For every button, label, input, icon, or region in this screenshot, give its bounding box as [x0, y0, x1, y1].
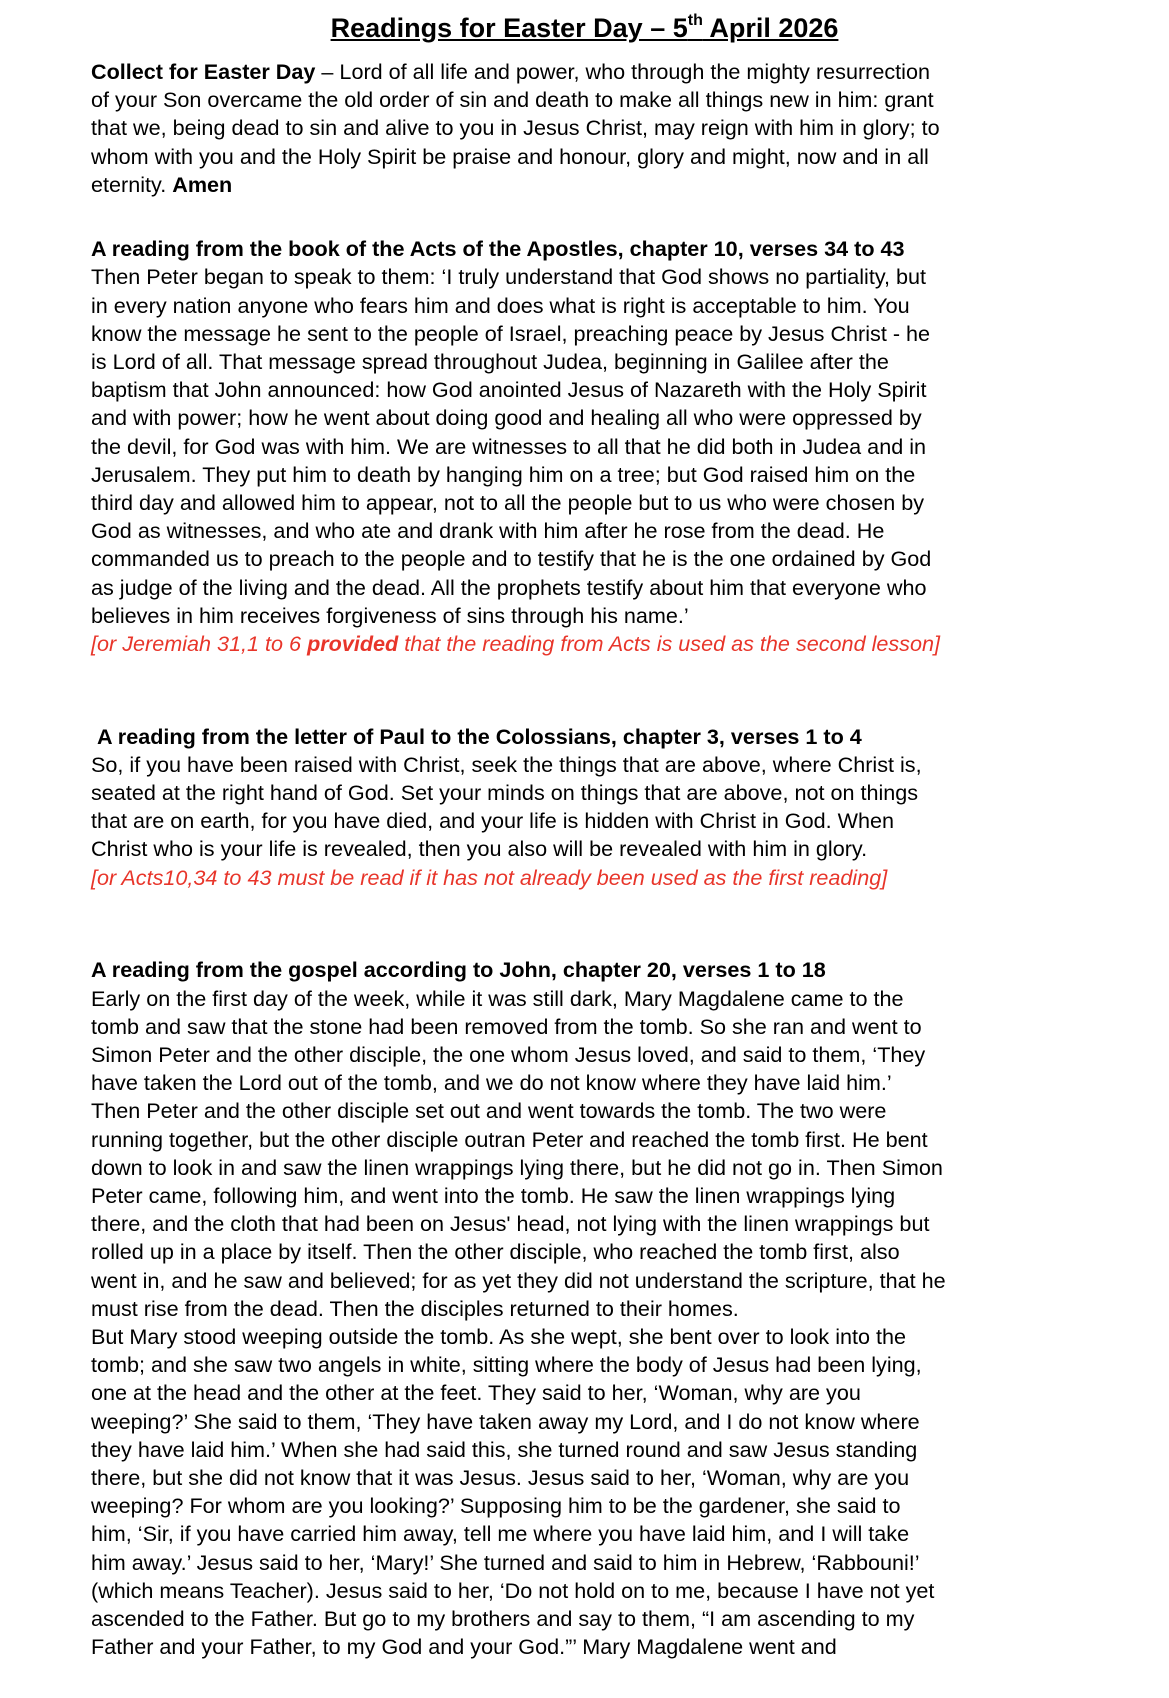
acts-reading-heading: A reading from the book of the Acts of the Apostles, chapter 10, verses 34 to 43 [91, 236, 905, 262]
title-superscript: th [687, 12, 703, 29]
page-title [0, 8, 1169, 48]
john-reading-heading: A reading from the gospel according to John, chapter 20, verses 1 to 18 [91, 957, 826, 983]
colossians-reading-heading: A reading from the letter of Paul to the Colossians, chapter 3, verses 1 to 4 [97, 723, 862, 749]
colossians-reading-text: So, if you have been raised with Christ, seek the things that are above, where Christ is, seated at the right hand of God. Set your minds on things that are above, not on things that are on earth, for you have died, and your life is hidden with Christ in God. When Christ who is your life is revealed, then you also will be revealed with him in glory. [91, 751, 922, 862]
acts-note-before: [or Jeremiah 31,1 to 6 [91, 631, 308, 657]
john-reading-paragraph-2: But Mary stood weeping outside the tomb. As she wept, she bent over to look into the tomb; and she saw two angels in white, sitting where the body of Jesus had been lying, one at the head and the other at the feet. They said to her, ‘Woman, why are you weeping?’ She said to them, ‘They have taken away my Lord, and I do not know where they have laid him.’ When she had said this, she turned round and saw Jesus standing there, but she did not know that it was Jesus. Jesus said to her, ‘Woman, why are you weeping? For whom are you looking?’ Supposing him to be the gardener, she said to him, ‘Sir, if you have carried him away, tell me where you have laid him, and I will take him away.’ Jesus said to her, ‘Mary!’ She turned and said to him in Hebrew, ‘Rabbouni!’ (which means Teacher). Jesus said to her, ‘Do not hold on to me, because I have not yet ascended to the Father. But go to my brothers and say to them, “I am ascending to my Father and your Father, to my God and your God.”’ Mary Magdalene went and [91, 1323, 935, 1660]
acts-note-after: that the reading from Acts is used as the second lesson] [398, 631, 940, 657]
title-suffix: April 2026 [702, 13, 839, 43]
john-reading-section [91, 928, 1081, 1689]
document-page [91, 8, 1081, 1698]
title-prefix: Readings for Easter Day – 5 [330, 13, 688, 43]
john-reading-paragraph-1: Early on the first day of the week, while it was still dark, Mary Magdalene came to the tomb and saw that the stone had been removed from the tomb. So she ran and went to Simon Peter and the other disciple, the one whom Jesus loved, and said to them, ‘They have taken the Lord out of the tomb, and we do not know where they have laid him.’ Then Peter and the other disciple set out and went towards the tomb. The two were running together, but the other disciple outran Peter and reached the tomb first. He bent down to look in and saw the linen wrappings lying there, but he did not go in. Then Simon Peter came, following him, and went into the tomb. He saw the linen wrappings lying there, and the cloth that had been on Jesus' head, not lying with the linen wrappings but rolled up in a place by itself. Then the other disciple, who reached the tomb first, also went in, and he saw and believed; for as yet they did not understand the scripture, that he must rise from the dead. Then the disciples returned to their homes. [91, 985, 946, 1321]
acts-reading-note [91, 630, 1081, 658]
acts-reading-text: Then Peter began to speak to them: ‘I truly understand that God shows no partiality, but in every nation anyone who fears him and does what is right is acceptable to him. You know the message he sent to the people of Israel, preaching peace by Jesus Christ - he is Lord of all. That message spread throughout Judea, beginning in Galilee after the baptism that John announced: how God anointed Jesus of Nazareth with the Holy Spirit and with power; how he went about doing good and healing all who were oppressed by the devil, for God was with him. We are witnesses to all that he did both in Judea and in Jerusalem. They put him to death by hanging him on a tree; but God raised him on the third day and allowed him to appear, not to all the people but to us who were chosen by God as witnesses, and who ate and drank with him after he rose from the dead. He commanded us to preach to the people and to testify that he is the one ordained by God as judge of the living and the dead. All the prophets testify about him that everyone who believes in him receives forgiveness of sins through his name.’ [91, 264, 932, 628]
colossians-reading-section [91, 694, 1081, 920]
acts-note-bold: provided [307, 631, 399, 657]
acts-reading-section [91, 207, 1081, 686]
collect-label: Collect for Easter Day [91, 59, 316, 84]
collect-section [91, 58, 1081, 199]
colossians-reading-note: [or Acts10,34 to 43 must be read if it has not already been used as the first reading] [91, 864, 888, 890]
collect-amen: Amen [172, 171, 233, 197]
collect-text: – Lord of all life and power, who through the mighty resurrection of your Son overcame the old order of sin and death to make all things new in him: grant that we, being dead to sin and alive to you in Jesus Christ, may reign with him in glory; to whom with you and the Holy Spirit be praise and honour, glory and might, now and in all eternity. [91, 59, 940, 197]
